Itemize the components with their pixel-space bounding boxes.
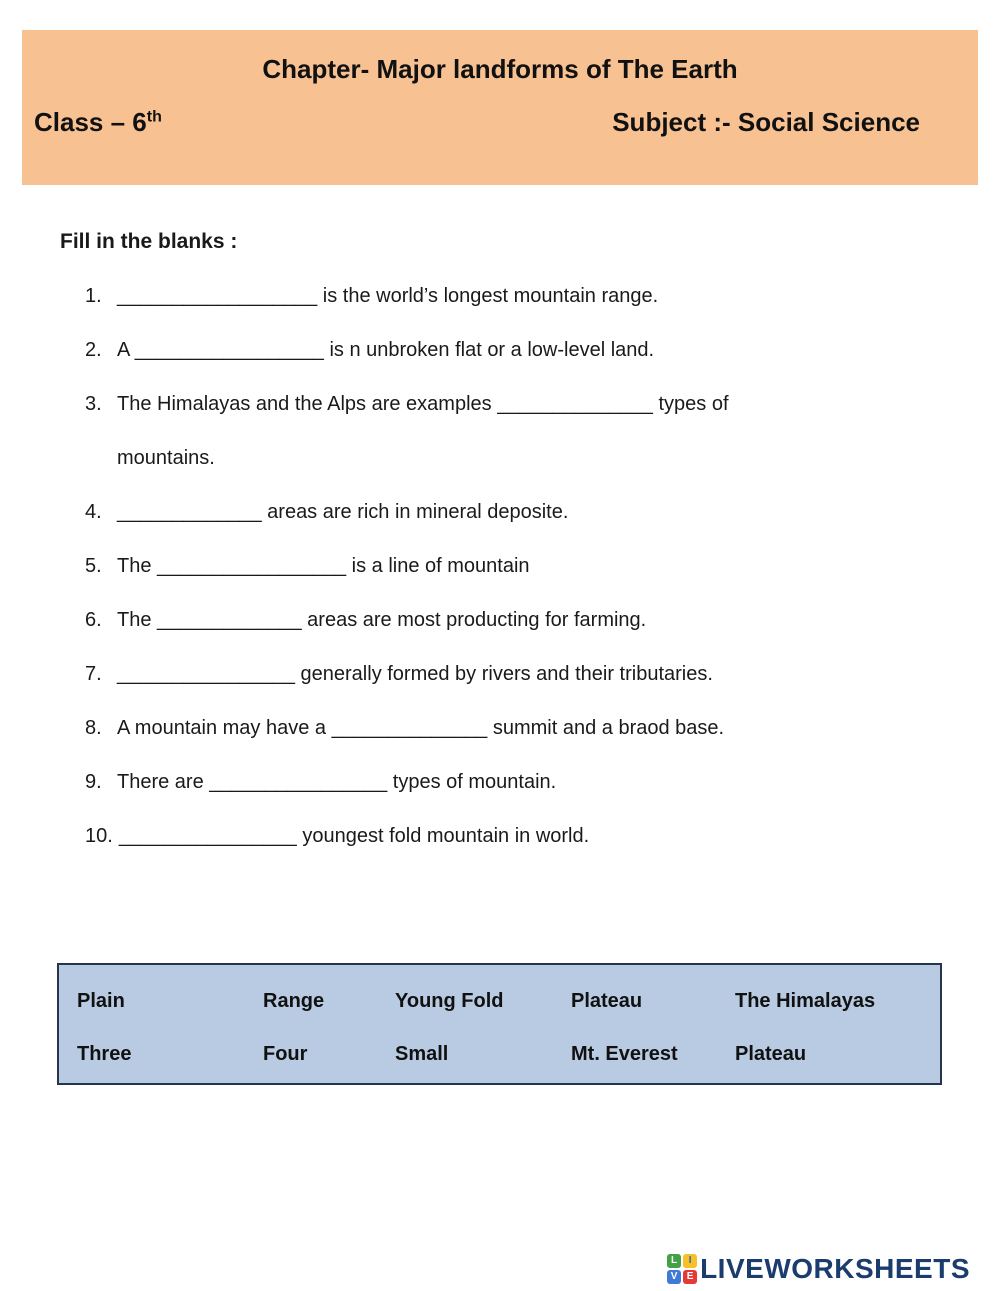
question-row bbox=[85, 647, 940, 701]
worksheet-body bbox=[60, 230, 940, 863]
question-text: A mountain may have a ______________ summit and a braod base. bbox=[117, 717, 725, 739]
header-row bbox=[22, 107, 978, 138]
question-number: 1. bbox=[85, 285, 102, 307]
question-number: 2. bbox=[85, 339, 102, 361]
question-text: The _________________ is a line of mountain bbox=[117, 555, 530, 577]
question-text: The _____________ areas are most producting for farming. bbox=[117, 609, 647, 631]
word-bank-item: The Himalayas bbox=[735, 990, 876, 1012]
question-row bbox=[85, 701, 940, 755]
questions-list bbox=[85, 269, 940, 863]
logo-letter-i: I bbox=[683, 1254, 697, 1268]
question-text: ________________ youngest fold mountain in world. bbox=[118, 825, 590, 847]
brand-name: LIVEWORKSHEETS bbox=[700, 1253, 970, 1284]
subject-label: Subject :- Social Science bbox=[612, 107, 920, 137]
question-number: 3. bbox=[85, 393, 102, 415]
question-number: 4. bbox=[85, 501, 102, 523]
brand-footer bbox=[667, 1253, 970, 1285]
question-row bbox=[85, 269, 940, 323]
question-text: The Himalayas and the Alps are examples ______________ types of mountains. bbox=[117, 393, 729, 469]
logo-letter-l: L bbox=[667, 1254, 681, 1268]
question-number: 7. bbox=[85, 663, 102, 685]
class-superscript: th bbox=[146, 108, 162, 126]
question-number: 8. bbox=[85, 717, 102, 739]
word-bank-item: Three bbox=[77, 1043, 132, 1065]
logo-letter-e: E bbox=[683, 1270, 697, 1284]
class-label: Class – 6th bbox=[34, 107, 162, 137]
word-bank-item: Mt. Everest bbox=[571, 1043, 678, 1065]
question-number: 5. bbox=[85, 555, 102, 577]
question-row bbox=[85, 593, 940, 647]
chapter-title: Chapter- Major landforms of The Earth bbox=[262, 54, 738, 84]
question-row bbox=[85, 809, 940, 863]
question-number: 6. bbox=[85, 609, 102, 631]
section-heading: Fill in the blanks : bbox=[60, 230, 238, 253]
liveworksheets-logo-icon bbox=[667, 1254, 697, 1284]
logo-letter-v: V bbox=[667, 1270, 681, 1284]
question-text: There are ________________ types of mountain. bbox=[117, 771, 557, 793]
word-bank-item: Four bbox=[263, 1043, 308, 1065]
question-text: _____________ areas are rich in mineral deposite. bbox=[117, 501, 569, 523]
question-number: 10. bbox=[85, 825, 113, 847]
question-row bbox=[85, 755, 940, 809]
header-band bbox=[22, 30, 978, 185]
question-text: ________________ generally formed by rivers and their tributaries. bbox=[117, 663, 713, 685]
question-text: A _________________ is n unbroken flat or a low-level land. bbox=[117, 339, 655, 361]
word-bank-item: Small bbox=[395, 1043, 449, 1065]
question-text: __________________ is the world’s longest mountain range. bbox=[117, 285, 659, 307]
word-bank-item: Plain bbox=[77, 990, 125, 1012]
question-row bbox=[85, 539, 940, 593]
word-bank-item: Plateau bbox=[571, 990, 643, 1012]
word-bank-item: Plateau bbox=[735, 1043, 807, 1065]
question-row bbox=[85, 323, 940, 377]
word-bank-box bbox=[57, 963, 942, 1085]
word-bank-item: Young Fold bbox=[395, 990, 504, 1012]
word-bank-item: Range bbox=[263, 990, 325, 1012]
question-row bbox=[85, 377, 940, 485]
question-number: 9. bbox=[85, 771, 102, 793]
question-row bbox=[85, 485, 940, 539]
